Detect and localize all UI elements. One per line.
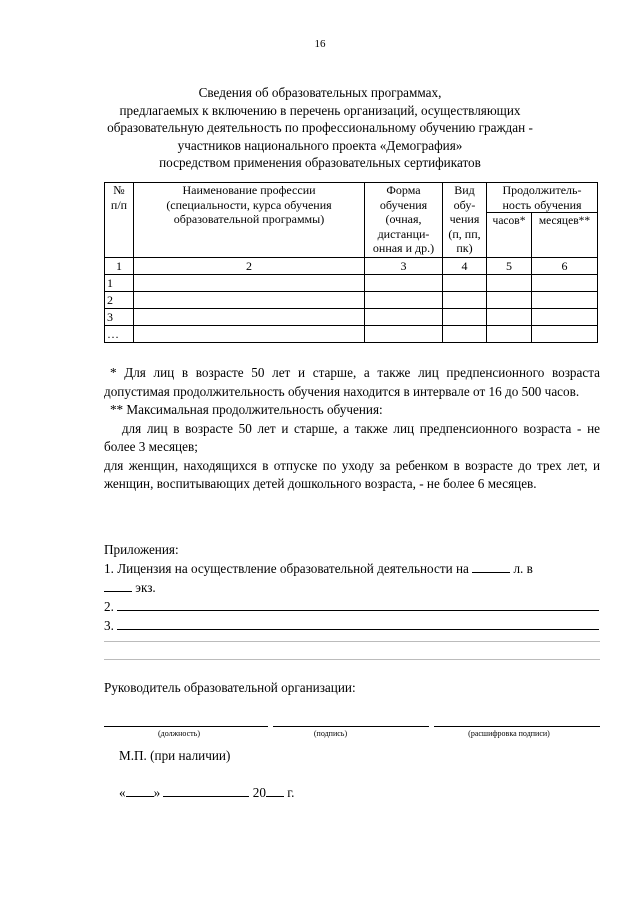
- header-hours: часов*: [487, 213, 532, 258]
- decoding-label: (расшифровка подписи): [468, 729, 550, 738]
- programs-table: [104, 182, 598, 343]
- stamp-note: М.П. (при наличии): [119, 748, 231, 763]
- column-numbers-row: 1 2 3 4 5 6: [105, 258, 598, 275]
- blank-line[interactable]: [104, 659, 600, 660]
- position-label: (должность): [158, 729, 200, 738]
- appendix-item-1-cont: экз.: [104, 578, 600, 597]
- header-form: Форма обучения (очная, дистанци- онная и др.): [365, 183, 443, 258]
- copies-blank[interactable]: [104, 578, 132, 592]
- header-type: Вид обу- чения (п, пп, пк): [443, 183, 487, 258]
- title-line: Сведения об образовательных программах,: [198, 85, 442, 100]
- position-line[interactable]: [104, 726, 268, 727]
- day-blank[interactable]: [126, 783, 154, 797]
- blank-line[interactable]: [104, 641, 600, 642]
- title-line: образовательную деятельность по профессиональному обучению граждан -: [107, 120, 533, 135]
- signature-line[interactable]: [273, 726, 429, 727]
- table-row: 3: [105, 309, 598, 326]
- year-blank[interactable]: [266, 783, 284, 797]
- title-line: предлагаемых к включению в перечень организаций, осуществляющих: [119, 102, 521, 118]
- appendix-item-3: 3.: [104, 616, 600, 635]
- signature-label: (подпись): [313, 729, 348, 738]
- table-row: …: [105, 326, 598, 343]
- note-women-limit: для женщин, находящихся в отпуске по уходу за ребенком в возрасте до трех лет, и женщин, воспитывающих детей дошкольного возраста, - не более 6 месяцев.: [104, 457, 600, 491]
- appendix: [104, 541, 600, 635]
- note-hours: * Для лиц в возрасте 50 лет и старше, а также лиц предпенсионного возраста допустимая продолжительность обучения находится в интервале от 16 до 500 часов.: [104, 365, 600, 399]
- note-age-limit: для лиц в возрасте 50 лет и старше, а также лиц предпенсионного возраста - не более 3 месяцев;: [104, 420, 600, 454]
- month-blank[interactable]: [163, 783, 249, 797]
- note-max-duration: ** Максимальная продолжительность обучения:: [109, 402, 383, 417]
- date-line: « » 20 г.: [119, 785, 295, 800]
- appendix-heading: Приложения:: [104, 542, 179, 557]
- title-line: участников национального проекта «Демография»: [177, 137, 463, 153]
- header-num: № п/п: [105, 183, 134, 258]
- decoding-line[interactable]: [434, 726, 600, 727]
- appendix-item-2: 2.: [104, 597, 600, 616]
- header-name: Наименование профессии (специальности, курса обучения образовательной программы): [134, 183, 365, 258]
- appendix-item-1: 1. Лицензия на осуществление образовательной деятельности на л. в: [104, 561, 533, 576]
- page-number: 16: [314, 38, 326, 50]
- document-title: [80, 84, 560, 172]
- title-line: посредством применения образовательных сертификатов: [159, 155, 481, 170]
- header-duration: Продолжитель- ность обучения: [487, 183, 598, 213]
- table-row: 2: [105, 292, 598, 309]
- head-label: Руководитель образовательной организации:: [104, 680, 356, 695]
- appendix-item-2-blank[interactable]: [117, 597, 599, 611]
- appendix-item-3-blank[interactable]: [117, 616, 599, 630]
- header-months: месяцев**: [532, 213, 598, 258]
- footnotes: [104, 364, 600, 494]
- pages-blank[interactable]: [472, 559, 510, 573]
- table-row: 1: [105, 275, 598, 292]
